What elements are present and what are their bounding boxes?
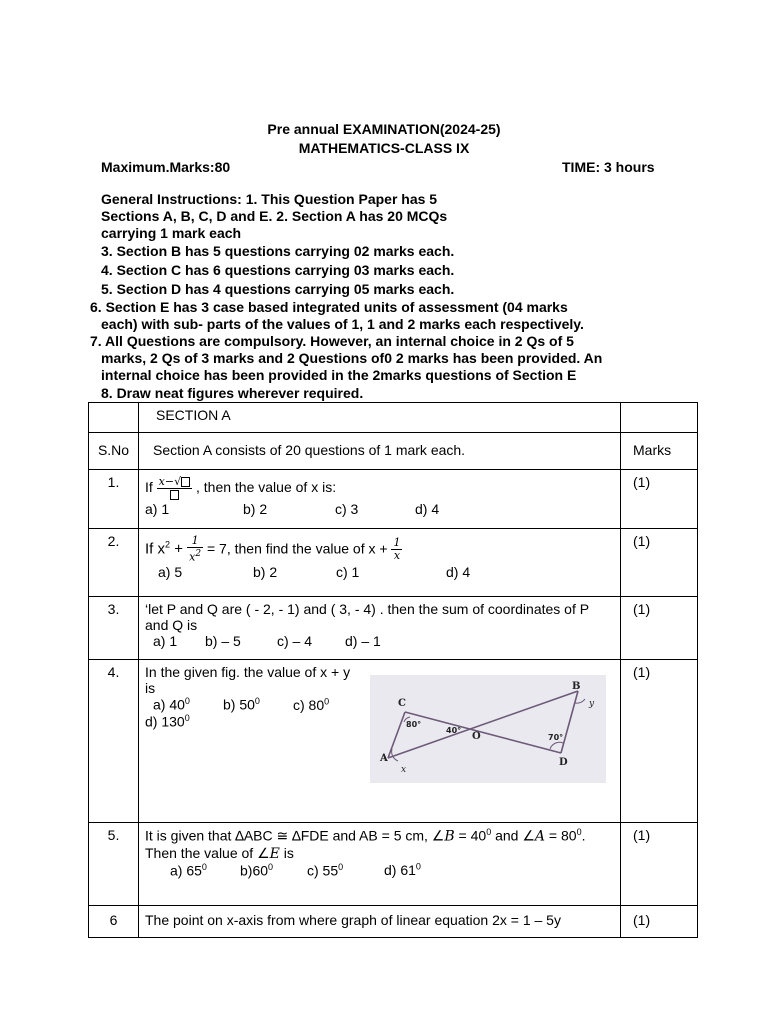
fraction: $\frac{1}{x^2}$ <box>189 534 202 564</box>
option-b: b) 2 <box>253 563 278 580</box>
label-y: y <box>589 699 595 709</box>
question-number: 4. <box>89 660 139 823</box>
time-allowed: TIME: 3 hours <box>562 159 655 175</box>
col-header-sno: S.No <box>89 433 139 470</box>
question-number: 6 <box>89 906 139 938</box>
question-marks: (1) <box>621 529 698 597</box>
question-number: 2. <box>89 529 139 597</box>
instruction-line: marks, 2 Qs of 3 marks and 2 Questions of0 2 marks has been provided. An <box>101 350 603 366</box>
question-text: If $x^2$ + $\frac{1}{x^2}$ = 7, then find the value of x + $\frac{1}{x}$ a) 5 b) 2 c) 1 d) 4 <box>139 529 621 597</box>
option-a: a) 1 <box>153 633 178 649</box>
label-b: B <box>572 681 581 692</box>
question-text: It is given that ∆ABC ≅ ∆FDE and AB = 5 cm, ∠B = $40^0$ and ∠A = $80^0$. Then the value of ∠E is a) $65^0$ $b)60^0$ c) $55^0$ d) $61^0$ <box>139 823 621 906</box>
option-d: d) $130^0$ <box>145 712 190 730</box>
fraction: $\frac{1}{x}$ <box>393 535 401 562</box>
options <box>145 633 614 649</box>
table-row <box>89 470 698 529</box>
instruction-line: 8. Draw neat figures wherever required. <box>101 385 364 401</box>
question-marks: (1) <box>621 597 698 660</box>
option-c: c) – 4 <box>277 633 313 649</box>
instruction-line: Sections A, B, C, D and E. 2. Section A has 20 MCQs <box>101 208 448 224</box>
col-header-marks: Marks <box>621 433 698 470</box>
table-row <box>89 823 698 906</box>
question-number: 5. <box>89 823 139 906</box>
max-marks: Maximum.Marks:80 <box>101 159 231 175</box>
question-marks: (1) <box>621 823 698 906</box>
option-d: d) $61^0$ <box>384 861 421 879</box>
angle-70: 70° <box>548 733 564 742</box>
col-header-desc: Section A consists of 20 questions of 1 mark each. <box>139 433 621 470</box>
table-row <box>89 906 698 938</box>
option-b: b) – 5 <box>205 633 241 649</box>
option-c: c) 1 <box>336 563 360 580</box>
option-a: a) 5 <box>158 563 183 580</box>
instruction-line: 7. All Questions are compulsory. However, an internal choice in 2 Qs of 5 <box>90 333 574 349</box>
instruction-line: each) with sub- parts of the values of 1, 1 and 2 marks each respectively. <box>101 316 584 332</box>
option-c: c) 3 <box>335 501 359 517</box>
triangle-figure <box>370 675 606 783</box>
instruction-line: General Instructions: 1. This Question Paper has 5 <box>101 191 438 207</box>
instruction-line: 4. Section C has 6 questions carrying 03 marks each. <box>101 262 455 278</box>
option-a: a) $65^0$ <box>170 861 207 879</box>
question-marks: (1) <box>621 660 698 823</box>
question-table <box>88 402 698 938</box>
options <box>145 501 614 517</box>
fraction: x−√ <box>157 476 192 501</box>
options <box>145 564 614 580</box>
question-text: The point on x-axis from where graph of linear equation 2x = 1 – 5y <box>139 906 621 938</box>
option-b: $b)60^0$ <box>240 861 274 879</box>
table-row <box>89 529 698 597</box>
instruction-line: internal choice has been provided in the 2marks questions of Section E <box>101 367 577 383</box>
question-text: In the given fig. the value of x + y is a) $40^0$ b) $50^0$ c) $80^0$ d) $130^0$ <box>139 660 621 823</box>
option-d: d) – 1 <box>345 633 381 649</box>
question-text: If x−√ , then the value of x is: a) 1 b) 2 c) 3 d) 4 <box>139 470 621 529</box>
exam-title: Pre annual EXAMINATION(2024-25) <box>267 121 501 137</box>
option-d: d) 4 <box>415 501 440 517</box>
angle-40: 40° <box>446 726 462 735</box>
option-b: b) 2 <box>243 501 268 517</box>
subject-title: MATHEMATICS-CLASS IX <box>298 140 470 156</box>
instruction-line: 6. Section E has 3 case based integrated units of assessment (04 marks <box>90 299 568 315</box>
label-o: O <box>472 731 481 742</box>
option-c: c) $80^0$ <box>293 696 330 713</box>
option-a: a) 1 <box>145 501 170 517</box>
section-title: SECTION A <box>139 403 621 433</box>
label-c: C <box>398 698 406 709</box>
question-marks: (1) <box>621 906 698 938</box>
label-d: D <box>559 757 568 768</box>
option-d: d) 4 <box>446 563 471 580</box>
question-number: 3. <box>89 597 139 660</box>
instruction-line: carrying 1 mark each <box>101 225 242 241</box>
angle-80: 80° <box>406 720 422 729</box>
label-a: A <box>380 753 388 764</box>
option-a: a) $40^0$ <box>153 696 190 713</box>
label-x: x <box>401 765 407 775</box>
question-number: 1. <box>89 470 139 529</box>
question-marks: (1) <box>621 470 698 529</box>
instruction-line: 5. Section D has 4 questions carrying 05 marks each. <box>101 281 455 297</box>
question-text: ‘let P and Q are ( - 2, - 1) and ( 3, - 4) . then the sum of coordinates of P and Q is a) 1 b) – 5 c) – 4 d) – 1 <box>139 597 621 660</box>
options <box>145 862 614 879</box>
option-b: b) $50^0$ <box>223 696 260 713</box>
table-row <box>89 597 698 660</box>
triangle-figure-svg <box>370 675 606 783</box>
option-c: c) $55^0$ <box>307 861 344 879</box>
instruction-line: 3. Section B has 5 questions carrying 02 marks each. <box>101 243 455 259</box>
